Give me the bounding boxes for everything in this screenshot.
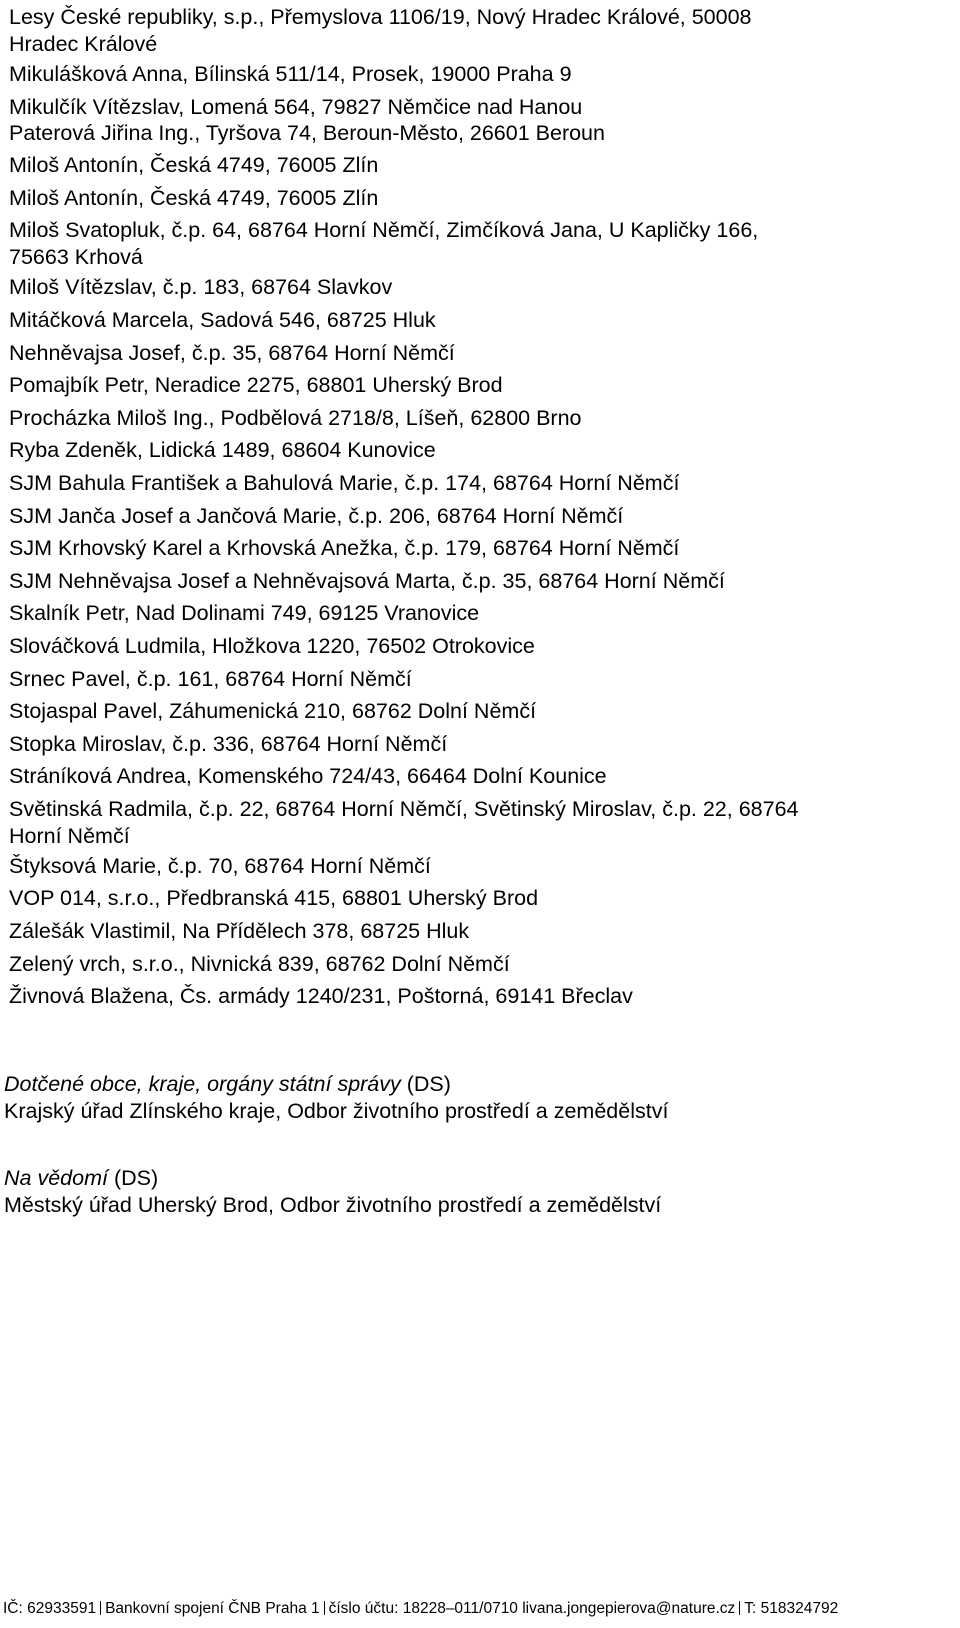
list-item: Lesy České republiky, s.p., Přemyslova 1106/19, Nový Hradec Králové, 50008 Hradec Králové	[9, 5, 752, 56]
footer-bank: Bankovní spojení ČNB Praha 1	[105, 1600, 320, 1617]
list-item: SJM Nehněvajsa Josef a Nehněvajsová Marta, č.p. 35, 68764 Horní Němčí	[9, 568, 725, 593]
section-line: Krajský úřad Zlínského kraje, Odbor životního prostředí a zemědělství	[4, 1099, 669, 1123]
affected-authorities-section	[4, 1071, 904, 1125]
list-item: Stopka Miroslav, č.p. 336, 68764 Horní Němčí	[9, 731, 448, 756]
list-item: SJM Janča Josef a Jančová Marie, č.p. 206, 68764 Horní Němčí	[9, 503, 624, 528]
footer-separator	[324, 1601, 325, 1615]
list-item: SJM Bahula František a Bahulová Marie, č.p. 174, 68764 Horní Němčí	[9, 470, 680, 495]
list-item: Srnec Pavel, č.p. 161, 68764 Horní Němčí	[9, 666, 412, 691]
footer-separator	[739, 1601, 740, 1615]
section-heading	[4, 1071, 904, 1098]
list-item: Slováčková Ludmila, Hložkova 1220, 76502 Otrokovice	[9, 633, 535, 658]
section-heading	[4, 1165, 904, 1192]
list-item: VOP 014, s.r.o., Předbranská 415, 68801 Uherský Brod	[9, 886, 539, 911]
list-item: Zálešák Vlastimil, Na Přídělech 378, 68725 Hluk	[9, 919, 470, 944]
for-information-section	[4, 1165, 904, 1219]
list-item: SJM Krhovský Karel a Krhovská Anežka, č.p. 179, 68764 Horní Němčí	[9, 536, 680, 561]
footer-phone: T: 518324792	[744, 1600, 839, 1617]
list-item: Procházka Miloš Ing., Podbělová 2718/8, Líšeň, 62800 Brno	[9, 405, 582, 430]
footer-separator	[100, 1601, 101, 1615]
list-item: Paterová Jiřina Ing., Tyršova 74, Beroun-Město, 26601 Beroun	[9, 120, 605, 145]
section-heading-suffix: (DS)	[400, 1072, 451, 1096]
list-item: Zelený vrch, s.r.o., Nivnická 839, 68762 Dolní Němčí	[9, 951, 510, 976]
list-item: Pomajbík Petr, Neradice 2275, 68801 Uherský Brod	[9, 373, 503, 398]
section-heading-italic: Dotčené obce, kraje, orgány státní správy	[4, 1072, 401, 1096]
list-item: Ryba Zdeněk, Lidická 1489, 68604 Kunovice	[9, 438, 436, 463]
page-footer	[3, 1599, 958, 1619]
list-item: Mitáčková Marcela, Sadová 546, 68725 Hluk	[9, 307, 436, 332]
section-heading-suffix: (DS)	[107, 1166, 159, 1190]
section-heading-italic: Na vědomí	[4, 1166, 108, 1190]
recipient-list	[9, 4, 809, 1016]
list-item: Stojaspal Pavel, Záhumenická 210, 68762 Dolní Němčí	[9, 699, 537, 724]
list-item: Miloš Antonín, Česká 4749, 76005 Zlín	[9, 153, 379, 178]
list-item: Mikulášková Anna, Bílinská 511/14, Prosek, 19000 Praha 9	[9, 62, 572, 86]
list-item: Miloš Antonín, Česká 4749, 76005 Zlín	[9, 185, 379, 210]
list-item: Miloš Svatopluk, č.p. 64, 68764 Horní Němčí, Zimčíková Jana, U Kapličky 166, 75663 Krhová	[9, 218, 759, 270]
list-item: Miloš Vítězslav, č.p. 183, 68764 Slavkov	[9, 275, 393, 300]
list-item: Nehněvajsa Josef, č.p. 35, 68764 Horní Němčí	[9, 340, 455, 365]
list-item: Štyksová Marie, č.p. 70, 68764 Horní Němčí	[9, 853, 431, 878]
list-item: Skalník Petr, Nad Dolinami 749, 69125 Vranovice	[9, 601, 480, 626]
footer-account-email: číslo účtu: 18228–011/0710 livana.jongepierova@nature.cz	[328, 1600, 736, 1617]
list-item: Stráníková Andrea, Komenského 724/43, 66464 Dolní Kounice	[9, 764, 607, 789]
list-item: Světinská Radmila, č.p. 22, 68764 Horní Němčí, Světinský Miroslav, č.p. 22, 68764 Horní Němčí	[9, 796, 799, 848]
footer-ic: IČ: 62933591	[3, 1600, 97, 1617]
list-item: Mikulčík Vítězslav, Lomená 564, 79827 Němčice nad Hanou	[9, 94, 583, 119]
list-item: Živnová Blažena, Čs. armády 1240/231, Poštorná, 69141 Břeclav	[9, 984, 633, 1009]
section-line: Městský úřad Uherský Brod, Odbor životního prostředí a zemědělství	[4, 1193, 662, 1217]
